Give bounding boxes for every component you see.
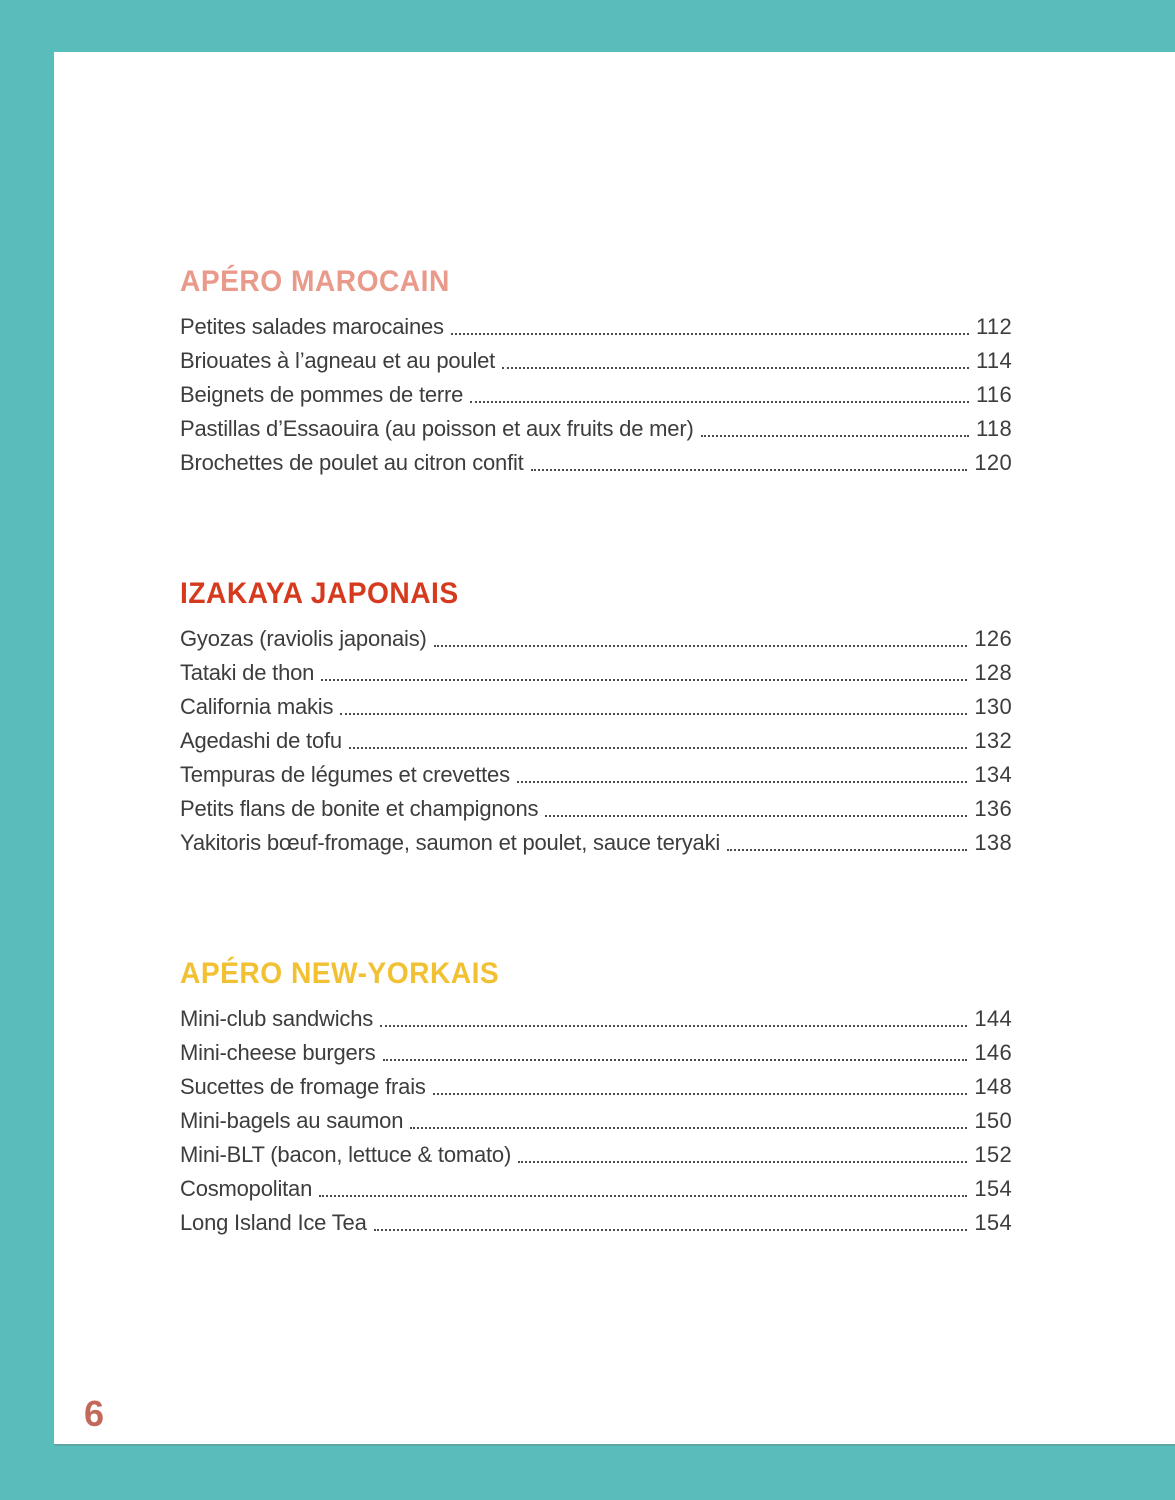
dotted-leader xyxy=(531,469,968,471)
section-heading xyxy=(180,264,1012,300)
toc-entry xyxy=(180,792,1012,826)
toc-entry-page-number: 118 xyxy=(976,416,1012,441)
dotted-leader xyxy=(502,367,969,369)
toc-entry xyxy=(180,1036,1012,1070)
toc-page xyxy=(54,52,1175,1444)
toc-entry-title: Mini-club sandwichs xyxy=(180,1006,374,1031)
toc-entry-page-number: 136 xyxy=(974,796,1012,821)
toc-entry xyxy=(180,1138,1012,1172)
toc-entry-title: California makis xyxy=(180,694,334,719)
dotted-leader xyxy=(319,1195,967,1197)
toc-entry-title: Cosmopolitan xyxy=(180,1176,313,1201)
toc-entry-page-number: 116 xyxy=(976,382,1012,407)
toc-entry-page-number: 120 xyxy=(974,450,1012,475)
dotted-leader xyxy=(470,401,969,403)
section-heading xyxy=(180,576,1012,612)
toc-entry-page-number: 150 xyxy=(974,1108,1012,1133)
toc-entry-page-number: 154 xyxy=(974,1210,1012,1235)
toc-entry-title: Mini-BLT (bacon, lettuce & tomato) xyxy=(180,1142,512,1167)
toc-entry xyxy=(180,412,1012,446)
page-number-folio: 6 xyxy=(84,1393,105,1434)
toc-entry-title: Sucettes de fromage frais xyxy=(180,1074,426,1099)
section-apero-new-yorkais xyxy=(180,956,1012,1240)
toc-entry xyxy=(180,1002,1012,1036)
toc-entry-title: Petits flans de bonite et champignons xyxy=(180,796,539,821)
toc-entry-title: Briouates à l’agneau et au poulet xyxy=(180,348,496,373)
toc-entry xyxy=(180,758,1012,792)
dotted-leader xyxy=(410,1127,967,1129)
section-heading-label: APÉRO MAROCAIN xyxy=(180,265,450,298)
dotted-leader xyxy=(545,815,967,817)
toc-entry-title: Agedashi de tofu xyxy=(180,728,342,753)
toc-entry-page-number: 152 xyxy=(974,1142,1012,1167)
toc-content xyxy=(54,52,1175,1240)
toc-entry xyxy=(180,344,1012,378)
toc-entry-title: Brochettes de poulet au citron confit xyxy=(180,450,524,475)
section-heading-label: IZAKAYA JAPONAIS xyxy=(180,577,459,610)
dotted-leader xyxy=(349,747,967,749)
toc-entry xyxy=(180,1206,1012,1240)
toc-entry-title: Tataki de thon xyxy=(180,660,315,685)
toc-entry xyxy=(180,622,1012,656)
toc-entry-title: Long Island Ice Tea xyxy=(180,1210,367,1235)
toc-entry-page-number: 112 xyxy=(976,314,1012,339)
toc-entry xyxy=(180,656,1012,690)
section-heading xyxy=(180,956,1012,992)
toc-entry-title: Mini-bagels au saumon xyxy=(180,1108,404,1133)
toc-entry xyxy=(180,724,1012,758)
dotted-leader xyxy=(340,713,967,715)
dotted-leader xyxy=(701,435,969,437)
toc-entry-page-number: 114 xyxy=(976,348,1012,373)
toc-entry-page-number: 148 xyxy=(974,1074,1012,1099)
dotted-leader xyxy=(433,1093,968,1095)
toc-entry xyxy=(180,1070,1012,1104)
toc-entry-title: Pastillas d’Essaouira (au poisson et aux fruits de mer) xyxy=(180,416,694,441)
toc-entry xyxy=(180,1104,1012,1138)
toc-entry xyxy=(180,1172,1012,1206)
dotted-leader xyxy=(727,849,967,851)
dotted-leader xyxy=(383,1059,968,1061)
toc-entry xyxy=(180,690,1012,724)
toc-entry xyxy=(180,378,1012,412)
toc-entry-page-number: 138 xyxy=(974,830,1012,855)
section-heading-label: APÉRO NEW-YORKAIS xyxy=(180,957,500,990)
toc-entry-page-number: 130 xyxy=(974,694,1012,719)
section-apero-marocain xyxy=(180,264,1012,480)
toc-entry-page-number: 134 xyxy=(974,762,1012,787)
toc-entry-page-number: 144 xyxy=(974,1006,1012,1031)
toc-entry-title: Beignets de pommes de terre xyxy=(180,382,464,407)
dotted-leader xyxy=(374,1229,968,1231)
dotted-leader xyxy=(518,1161,967,1163)
toc-entry xyxy=(180,310,1012,344)
dotted-leader xyxy=(380,1025,967,1027)
dotted-leader xyxy=(517,781,968,783)
section-izakaya-japonais xyxy=(180,576,1012,860)
toc-entry xyxy=(180,446,1012,480)
dotted-leader xyxy=(434,645,968,647)
toc-entry-title: Yakitoris bœuf-fromage, saumon et poulet, sauce teryaki xyxy=(180,830,721,855)
toc-entry-page-number: 132 xyxy=(974,728,1012,753)
toc-entry-title: Gyozas (raviolis japonais) xyxy=(180,626,427,651)
toc-entry-page-number: 126 xyxy=(974,626,1012,651)
toc-entry-title: Petites salades marocaines xyxy=(180,314,444,339)
toc-entry-page-number: 154 xyxy=(974,1176,1012,1201)
toc-entry-page-number: 128 xyxy=(974,660,1012,685)
dotted-leader xyxy=(451,333,969,335)
dotted-leader xyxy=(321,679,967,681)
toc-entry-page-number: 146 xyxy=(974,1040,1012,1065)
toc-entry-title: Tempuras de légumes et crevettes xyxy=(180,762,510,787)
toc-entry xyxy=(180,826,1012,860)
toc-entry-title: Mini-cheese burgers xyxy=(180,1040,376,1065)
